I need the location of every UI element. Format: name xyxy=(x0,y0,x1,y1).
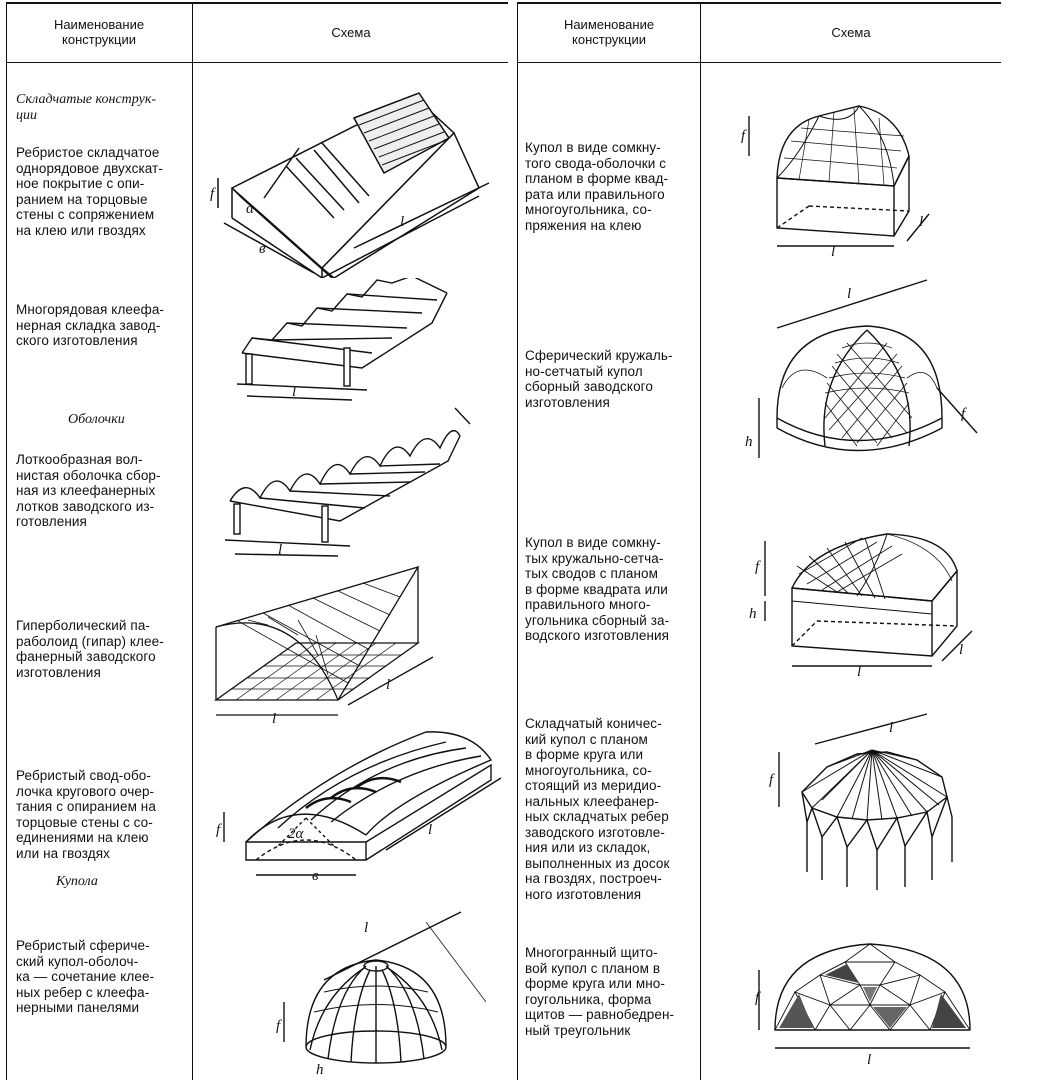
scheme-wavy-shell xyxy=(220,406,478,562)
scheme-lattice-dome xyxy=(737,268,987,476)
row-name: Купол в виде сомкну- того свода-оболочки с планом в форме квад- рата или правильного многоугольника, со- пряжения на клею xyxy=(525,140,669,233)
dim-f-label: f xyxy=(755,990,760,1006)
dim-b-label: в xyxy=(259,241,266,257)
header-scheme-col: Схема xyxy=(331,24,371,40)
section-domes: Купола xyxy=(56,874,98,889)
right-table xyxy=(517,0,1001,1080)
dim-l-label: l xyxy=(272,711,277,725)
dim-l-label: l xyxy=(919,214,924,230)
header-rule xyxy=(517,62,1001,63)
row-name: Ребристый свод-обо- лочка кругового очер- тания с опиранием на торцовые стены с со- единениями на клею или на гвоздях xyxy=(16,768,156,861)
scheme-ribbed-folded-roof xyxy=(204,78,504,278)
dim-f-label: f xyxy=(216,822,221,838)
header-name-col: Наименование конструкции xyxy=(563,17,655,47)
dim-f-label: f xyxy=(741,128,746,144)
scheme-geodesic xyxy=(755,930,985,1078)
dim-l-label: l xyxy=(889,720,894,736)
dim-l-label: l xyxy=(292,384,297,400)
dim-f-label: f xyxy=(276,1018,281,1034)
dim-l-label: l xyxy=(278,542,283,558)
dim-f-label: f xyxy=(210,186,215,202)
scheme-hypar xyxy=(208,565,458,725)
scheme-multi-row-fold xyxy=(232,278,472,408)
dim-2alpha-label: 2α xyxy=(288,826,304,842)
dim-h-label: h xyxy=(745,434,753,450)
header-name-col: Наименование конструкции xyxy=(53,17,145,47)
dim-f-label: f xyxy=(755,559,760,575)
dim-h-label: h xyxy=(749,606,757,622)
row-name: Сферический кружаль- но-сетчатый купол сборный заводского изготовления xyxy=(525,348,673,410)
scheme-folded-cone xyxy=(767,712,977,892)
section-shells: Оболочки xyxy=(68,412,125,427)
row-name: Многорядовая клеефа- нерная складка завод- ского изготовления xyxy=(16,302,165,348)
dim-b-label: в xyxy=(312,868,319,880)
row-name: Многогранный щито- вой купол с планом в форме круга или мно- гоугольника, форма щитов — равнобедрен- ный треугольник xyxy=(525,945,675,1038)
dim-f-label: f xyxy=(961,406,966,422)
row-name: Ребристое складчатое однорядовое двухскат- ное покрытие с опи- ранием на торцовые стены с сопряжением на клею или гвоздях xyxy=(16,145,163,238)
row-name: Ребристый сфериче- ский купол-оболоч- ка — сочетание клее- ных ребер с клеефа- нерными панелями xyxy=(16,938,155,1015)
dim-l-label: l xyxy=(400,214,405,230)
scheme-lattice-cloister xyxy=(737,526,987,676)
dim-l-label: l xyxy=(831,244,836,256)
row-name: Гиперболический па- раболоид (гипар) клее- фанерный заводского изготовления xyxy=(16,618,164,680)
dim-l-label: l xyxy=(428,822,433,838)
row-name: Складчатый коничес- кий купол с планом в форме круга или многоугольника, со- стоящий из меридио- нальных клеефанер- ных складчатых ребер заводского изготовле- ния или из складок, выполненных из досок на гвоздях, построеч- ного изготовления xyxy=(525,716,670,902)
dim-l-label: l xyxy=(364,920,369,936)
dim-alpha-label: α xyxy=(246,201,254,217)
scheme-ribbed-dome xyxy=(276,902,486,1077)
dim-h-label: h xyxy=(316,1062,324,1077)
left-table xyxy=(6,0,508,1080)
table-left-border xyxy=(517,2,518,1080)
dim-f-label: f xyxy=(769,772,774,788)
header-rule xyxy=(6,62,508,63)
dim-l-label: l xyxy=(386,677,391,693)
scheme-ribbed-vault xyxy=(216,730,506,880)
row-name: Лоткообразная вол- нистая оболочка сбор- ная из клеефанерных лотков заводского из- готовления xyxy=(16,452,161,529)
section-folded: Складчатые конструк- ции xyxy=(16,92,157,123)
dim-l-label: l xyxy=(959,642,964,658)
dim-l-label: l xyxy=(867,1052,872,1068)
dim-l-label: l xyxy=(857,664,862,676)
dim-l-label: l xyxy=(847,286,852,302)
header-scheme-col: Схема xyxy=(831,24,871,40)
table-left-border xyxy=(6,2,7,1080)
row-name: Купол в виде сомкну- тых кружально-сетча- тых сводов с планом в форме квадрата или правильного много- угольника сборный за- водского изготовления xyxy=(525,535,670,643)
scheme-cloister-vault xyxy=(739,96,979,256)
